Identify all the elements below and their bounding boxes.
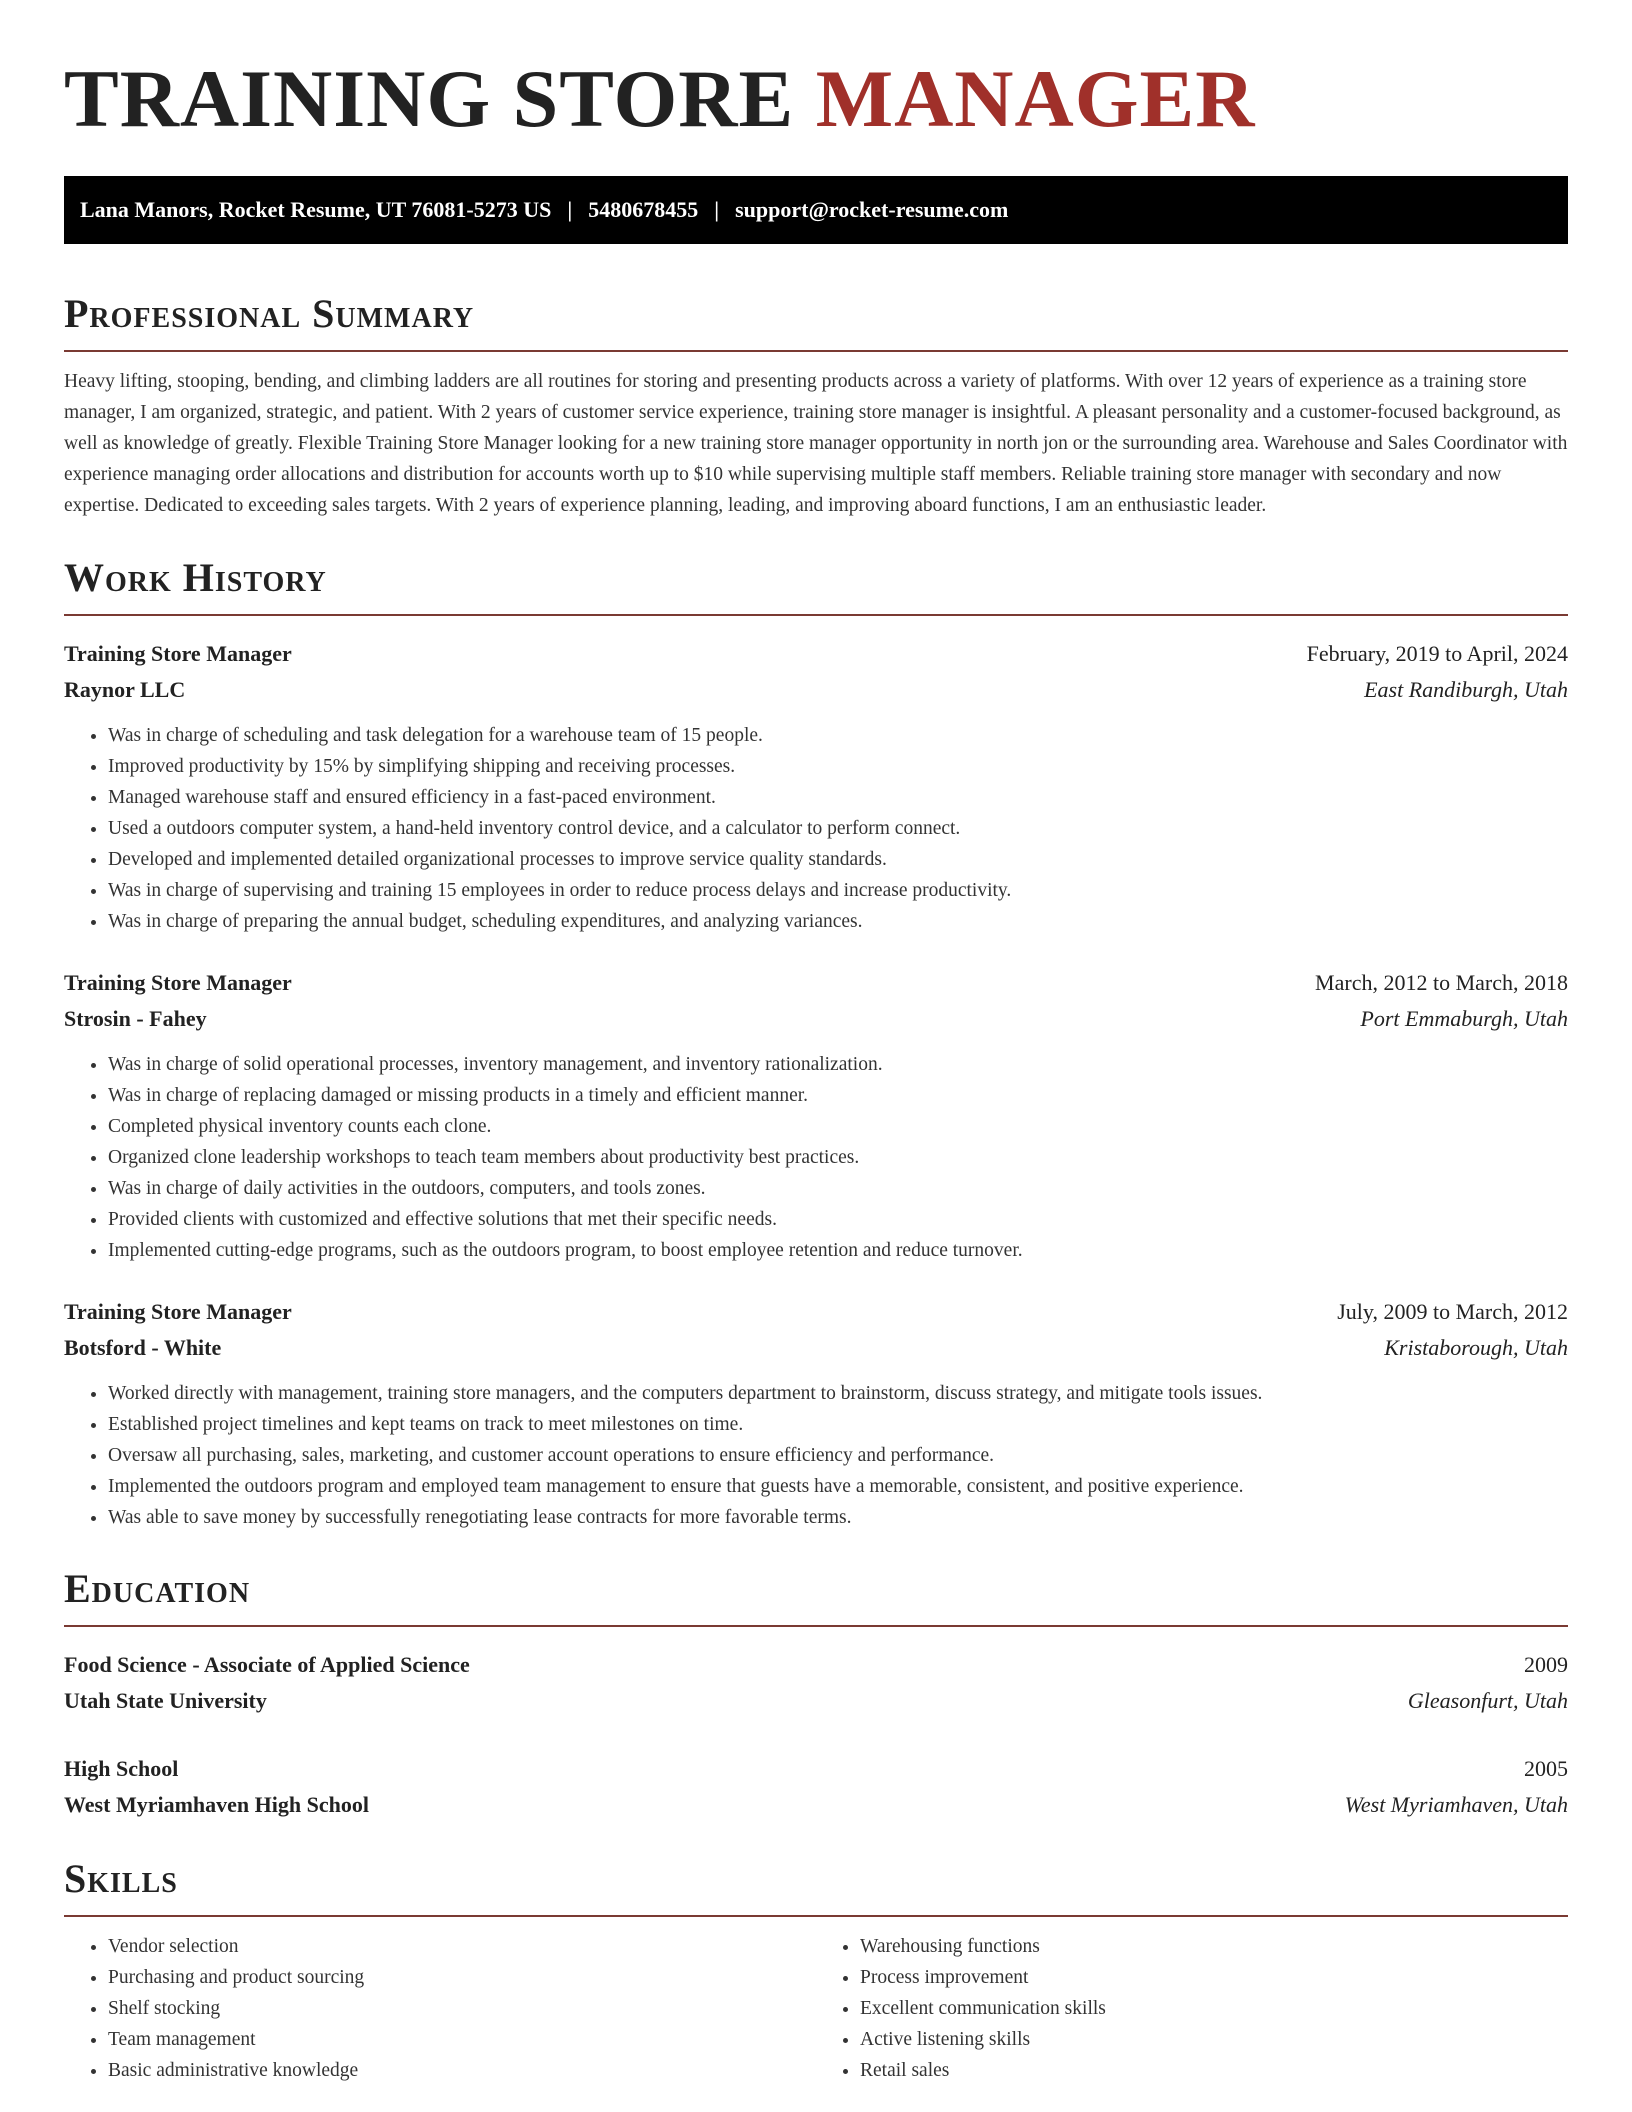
job-title: Training Store Manager [64, 1299, 292, 1324]
education-school-row [64, 1787, 1568, 1823]
job-company: Strosin - Fahey [64, 1006, 207, 1031]
skill-item: • Excellent communication skills [860, 1993, 1568, 2024]
job-bullet: • Oversaw all purchasing, sales, marketing, and customer account operations to ensure efficiency and performance. [108, 1440, 1568, 1471]
job-entry [64, 636, 1568, 937]
job-entry [64, 1294, 1568, 1533]
job-bullet: • Was in charge of preparing the annual budget, scheduling expenditures, and analyzing variances. [108, 906, 1568, 937]
job-title: Training Store Manager [64, 970, 292, 995]
skill-item: • Process improvement [860, 1962, 1568, 1993]
contact-separator: | [567, 197, 573, 222]
skill-item: • Vendor selection [108, 1931, 816, 1962]
education-school: Utah State University [64, 1688, 267, 1713]
skills-heading: Skills [64, 1859, 1568, 1917]
summary-heading: Professional Summary [64, 294, 1568, 352]
job-company-row [64, 672, 1568, 708]
skill-item: • Warehousing functions [860, 1931, 1568, 1962]
education-entry [64, 1647, 1568, 1719]
skill-item: • Team management [108, 2024, 816, 2055]
job-bullet: • Established project timelines and kept teams on track to meet milestones on time. [108, 1409, 1568, 1440]
work-history-heading: Work History [64, 558, 1568, 616]
skills-list-left [64, 1931, 816, 2086]
job-bullet: • Completed physical inventory counts each clone. [108, 1111, 1568, 1142]
job-bullet: • Used a outdoors computer system, a hand-held inventory control device, and a calculator to perform connect. [108, 813, 1568, 844]
job-header-row [64, 965, 1568, 1001]
job-location: East Randiburgh, Utah [1364, 677, 1568, 702]
job-header-row [64, 636, 1568, 672]
education-degree: Food Science - Associate of Applied Science [64, 1652, 470, 1677]
job-bullet: • Organized clone leadership workshops to teach team members about productivity best practices. [108, 1142, 1568, 1173]
education-school-row [64, 1683, 1568, 1719]
job-company-row [64, 1330, 1568, 1366]
title-accent: MANAGER [815, 53, 1256, 144]
skill-item: • Shelf stocking [108, 1993, 816, 2024]
skill-item: • Retail sales [860, 2055, 1568, 2086]
contact-phone: 5480678455 [588, 197, 699, 222]
job-bullets [64, 1378, 1568, 1533]
title-main: TRAINING STORE [64, 53, 816, 144]
job-bullet: • Was in charge of supervising and training 15 employees in order to reduce process delays and increase productivity. [108, 875, 1568, 906]
job-bullet: • Implemented cutting-edge programs, such as the outdoors program, to boost employee retention and reduce turnover. [108, 1235, 1568, 1266]
job-bullet: • Was in charge of solid operational processes, inventory management, and inventory rationalization. [108, 1049, 1568, 1080]
skill-item: • Active listening skills [860, 2024, 1568, 2055]
education-entry [64, 1751, 1568, 1823]
job-company: Botsford - White [64, 1335, 222, 1360]
contact-address: Lana Manors, Rocket Resume, UT 76081-5273 US [80, 197, 552, 222]
summary-text: Heavy lifting, stooping, bending, and climbing ladders are all routines for storing and presenting products across a variety of platforms. With over 12 years of experience as a training store manager, I am organized, strategic, and patient. With 2 years of customer service experience, training store manager is insightful. A pleasant personality and a customer-focused background, as well as knowledge of greatly. Flexible Training Store Manager looking for a new training store manager opportunity in north jon or the surrounding area. Warehouse and Sales Coordinator with experience managing order allocations and distribution for accounts worth up to $10 while supervising multiple staff members. Reliable training store manager with secondary and now expertise. Dedicated to exceeding sales targets. With 2 years of experience planning, leading, and improving aboard functions, I am an enthusiastic leader. [64, 371, 1568, 516]
education-year: 2005 [1524, 1756, 1568, 1781]
job-bullet: • Worked directly with management, training store managers, and the computers department to brainstorm, discuss strategy, and mitigate tools issues. [108, 1378, 1568, 1409]
job-bullet: • Provided clients with customized and effective solutions that met their specific needs. [108, 1204, 1568, 1235]
job-bullet: • Was able to save money by successfully renegotiating lease contracts for more favorable terms. [108, 1502, 1568, 1533]
job-bullet: • Improved productivity by 15% by simplifying shipping and receiving processes. [108, 751, 1568, 782]
education-heading: Education [64, 1569, 1568, 1627]
resume-title [64, 0, 1568, 144]
job-bullet: • Was in charge of daily activities in the outdoors, computers, and tools zones. [108, 1173, 1568, 1204]
job-bullets [64, 720, 1568, 937]
education-degree-row [64, 1751, 1568, 1787]
job-bullet: • Was in charge of replacing damaged or missing products in a timely and efficient manner. [108, 1080, 1568, 1111]
education-degree: High School [64, 1756, 179, 1781]
education-location: West Myriamhaven, Utah [1344, 1792, 1568, 1817]
job-bullet: • Developed and implemented detailed organizational processes to improve service quality standards. [108, 844, 1568, 875]
education-degree-row [64, 1647, 1568, 1683]
education-year: 2009 [1524, 1652, 1568, 1677]
contact-bar [64, 176, 1568, 244]
education-location: Gleasonfurt, Utah [1407, 1688, 1568, 1713]
job-bullet: • Was in charge of scheduling and task delegation for a warehouse team of 15 people. [108, 720, 1568, 751]
job-title: Training Store Manager [64, 641, 292, 666]
skill-item: • Basic administrative knowledge [108, 2055, 816, 2086]
job-location: Kristaborough, Utah [1384, 1335, 1568, 1360]
job-location: Port Emmaburgh, Utah [1360, 1006, 1568, 1031]
contact-email: support@rocket-resume.com [735, 197, 1009, 222]
skills-columns [64, 1931, 1568, 2086]
job-bullet: • Managed warehouse staff and ensured efficiency in a fast-paced environment. [108, 782, 1568, 813]
job-company: Raynor LLC [64, 677, 186, 702]
education-school: West Myriamhaven High School [64, 1792, 369, 1817]
job-entry [64, 965, 1568, 1266]
skills-list-right [816, 1931, 1568, 2086]
job-bullets [64, 1049, 1568, 1266]
job-dates: July, 2009 to March, 2012 [1337, 1299, 1568, 1324]
job-company-row [64, 1001, 1568, 1037]
contact-separator: | [714, 197, 720, 222]
skill-item: • Purchasing and product sourcing [108, 1962, 816, 1993]
job-bullet: • Implemented the outdoors program and employed team management to ensure that guests have a memorable, consistent, and positive experience. [108, 1471, 1568, 1502]
job-dates: February, 2019 to April, 2024 [1306, 641, 1568, 666]
job-dates: March, 2012 to March, 2018 [1315, 970, 1568, 995]
job-header-row [64, 1294, 1568, 1330]
